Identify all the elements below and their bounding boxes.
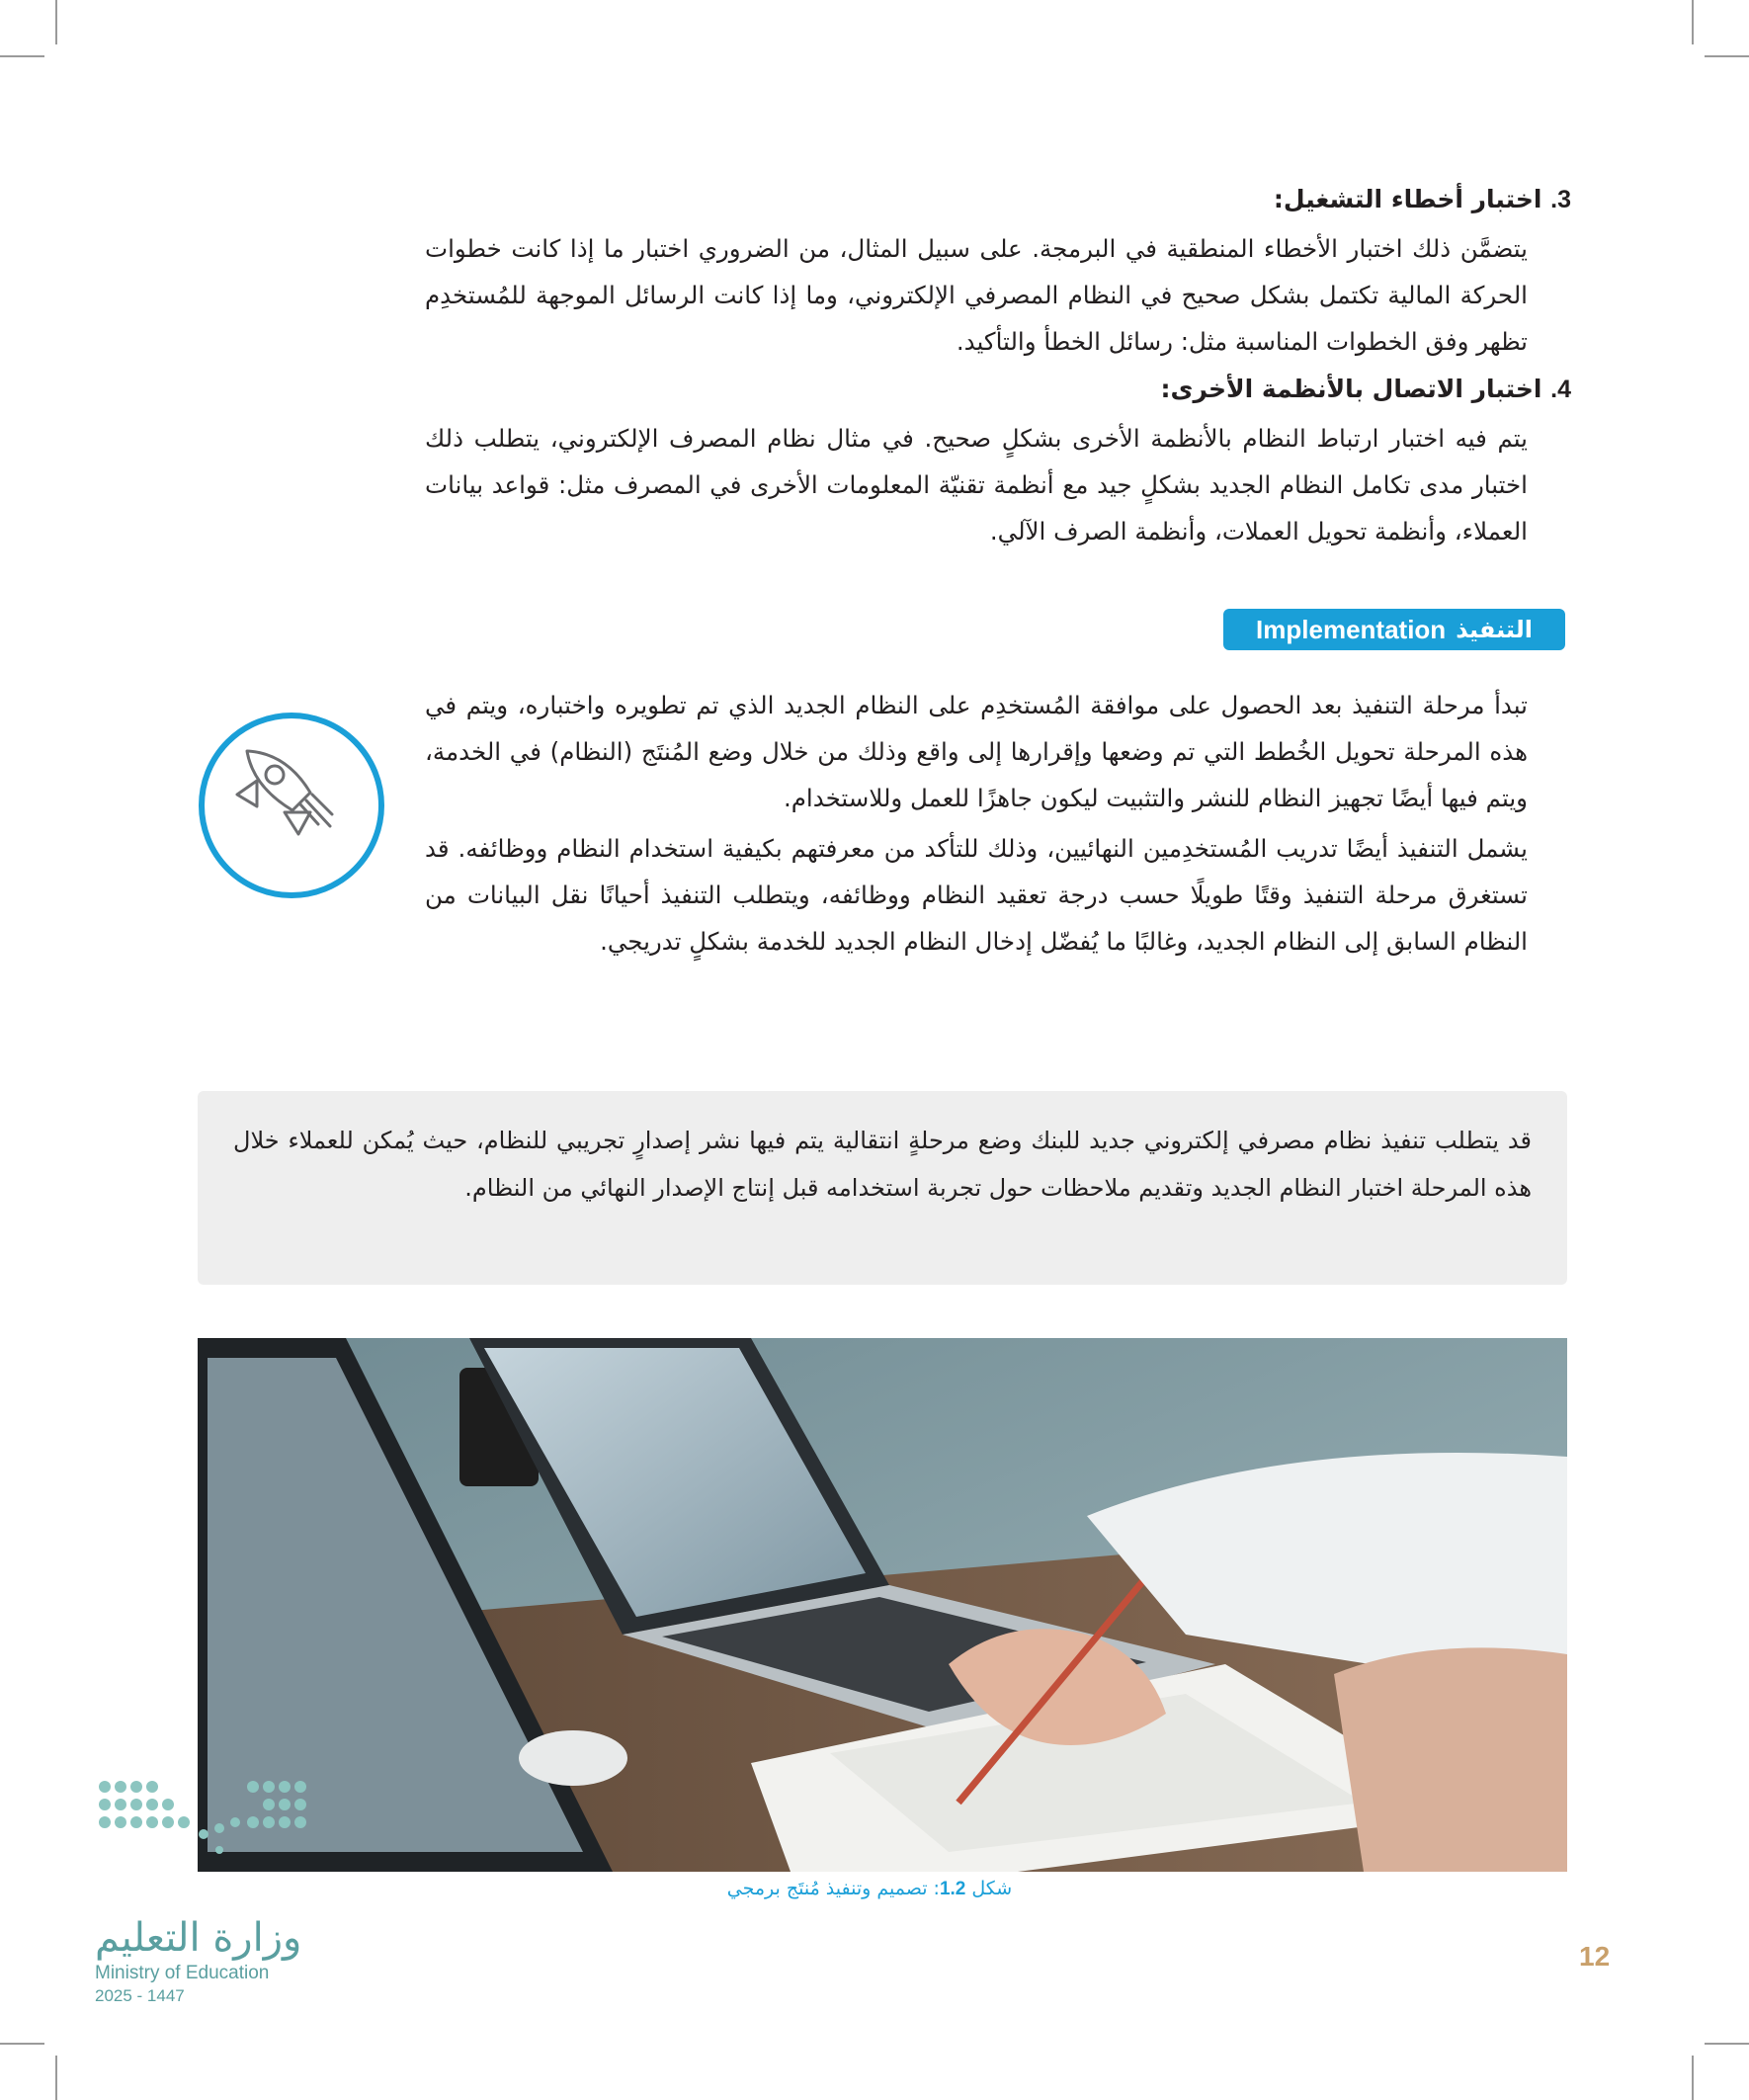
page-number: 12 bbox=[1579, 1941, 1611, 1972]
paragraph: يشمل التنفيذ أيضًا تدريب المُستخدِمين النهائيين، وذلك للتأكد من معرفتهم بكيفية استخدام النظام ووظائفه. قد تستغرق مرحلة التنفيذ وقتًا طويلًا حسب درجة تعقيد النظام ووظائفه، ويتطلب التنفيذ أحيانًا نقل البيانات من النظام السابق إلى النظام الجديد، وغالبًا ما يُفضّل إدخال النظام الجديد للخدمة بشكلٍ تدريجي. bbox=[425, 834, 1528, 956]
implementation-heading bbox=[1223, 609, 1565, 650]
figure-number: 1.2 bbox=[939, 1879, 966, 1899]
laptop-desk-photo bbox=[198, 1338, 1567, 1872]
note-text: قد يتطلب تنفيذ نظام مصرفي إلكتروني جديد للبنك وضع مرحلةٍ انتقالية يتم فيها نشر إصدارٍ تجريبي للنظام، حيث يُمكن للعملاء خلال هذه المرحلة اختبار النظام الجديد وتقديم ملاحظات حول تجربة استخدامه قبل إنتاج الإصدار النهائي من النظام. bbox=[233, 1127, 1532, 1202]
section-operation-errors-body bbox=[425, 225, 1528, 365]
figure-caption bbox=[692, 1878, 1047, 1900]
crop-mark bbox=[1705, 2043, 1749, 2045]
crop-mark bbox=[1692, 2056, 1694, 2100]
figure-label: شكل bbox=[971, 1878, 1013, 1899]
ministry-name-english: Ministry of Education bbox=[95, 1963, 270, 1983]
example-note-box bbox=[198, 1091, 1567, 1285]
photo-illustration bbox=[198, 1338, 1567, 1872]
crop-mark bbox=[1692, 0, 1694, 44]
ministry-name-arabic: وزارة التعليم bbox=[95, 1915, 302, 1961]
crop-mark bbox=[0, 55, 44, 57]
section-title bbox=[425, 178, 1571, 221]
paragraph: يتضمَّن ذلك اختبار الأخطاء المنطقية في البرمجة. على سبيل المثال، من الضروري اختبار ما إذا كانت خطوات الحركة المالية تكتمل بشكل صحيح في النظام المصرفي الإلكتروني، وما إذا كانت الرسائل الموجهة للمُستخدِم تظهر وفق الخطوات المناسبة مثل: رسائل الخطأ والتأكيد. bbox=[425, 234, 1528, 356]
ministry-year: 2025 - 1447 bbox=[95, 1986, 185, 2005]
section-number: 3. bbox=[1550, 186, 1571, 213]
section-integration-body bbox=[425, 415, 1528, 554]
rocket-icon bbox=[196, 710, 387, 901]
heading-english: Implementation bbox=[1256, 614, 1447, 644]
heading-arabic: التنفيذ bbox=[1456, 616, 1533, 643]
implementation-body bbox=[425, 682, 1528, 965]
section-heading: اختبار الاتصال بالأنظمة الأخرى: bbox=[1160, 375, 1542, 403]
paragraph: يتم فيه اختبار ارتباط النظام بالأنظمة الأخرى بشكلٍ صحيح. في مثال نظام المصرف الإلكتروني، يتطلب ذلك اختبار مدى تكامل النظام الجديد بشكلٍ جيد مع أنظمة تقنيّة المعلومات الأخرى في المصرف مثل: قواعد بيانات العملاء، وأنظمة تحويل العملات، وأنظمة الصرف الآلي. bbox=[425, 424, 1528, 546]
paragraph: تبدأ مرحلة التنفيذ بعد الحصول على موافقة المُستخدِم على النظام الجديد الذي تم تطويره واختباره، ويتم في هذه المرحلة تحويل الخُطط التي تم وضعها وإقرارها إلى واقع وذلك من خلال وضع المُنتَج (النظام) في الخدمة، ويتم فيها أيضًا تجهيز النظام للنشر والتثبيت ليكون جاهزًا للعمل وللاستخدام. bbox=[425, 691, 1528, 812]
section-heading: اختبار أخطاء التشغيل: bbox=[1273, 185, 1542, 213]
crop-mark bbox=[55, 2056, 57, 2100]
crop-mark bbox=[55, 0, 57, 44]
section-number: 4. bbox=[1550, 376, 1571, 403]
crop-mark bbox=[1705, 55, 1749, 57]
section-operation-errors bbox=[425, 178, 1571, 221]
crop-mark bbox=[0, 2043, 44, 2045]
figure-caption-text: : تصميم وتنفيذ مُنتَج برمجي bbox=[726, 1878, 940, 1899]
ministry-logo-icon bbox=[95, 1775, 312, 1893]
section-title bbox=[425, 368, 1571, 411]
section-integration bbox=[425, 368, 1571, 411]
